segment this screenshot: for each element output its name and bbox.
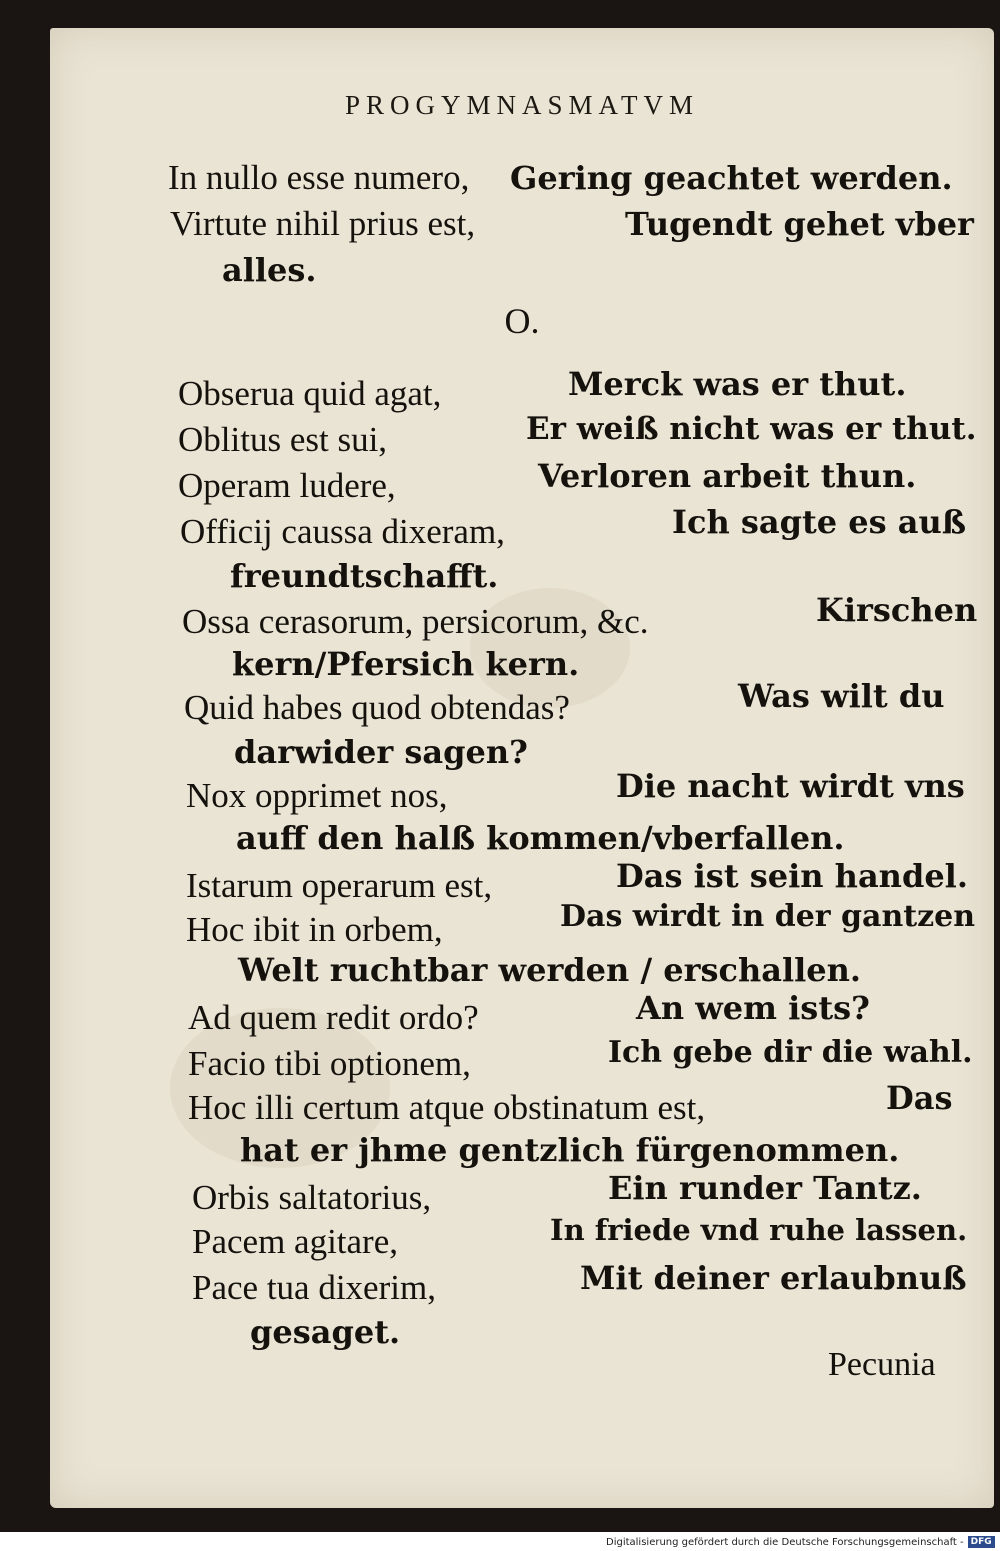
german-translation: An wem ists?	[636, 989, 870, 1027]
german-translation: Mit deiner erlaubnuß	[580, 1259, 967, 1297]
latin-phrase: Ossa cerasorum, persicorum, &c.	[182, 602, 649, 641]
german-translation: Das wirdt in der gantzen	[560, 899, 976, 934]
latin-phrase: In nullo esse numero,	[168, 158, 470, 197]
german-continuation: freundtschafft.	[230, 557, 499, 595]
latin-phrase: Oblitus est sui,	[178, 420, 388, 459]
latin-phrase: Hoc illi certum atque obstinatum est,	[188, 1088, 706, 1127]
latin-phrase: Orbis saltatorius,	[192, 1178, 432, 1217]
latin-phrase: Ad quem redit ordo?	[188, 998, 479, 1037]
german-continuation: alles.	[222, 251, 317, 289]
catchword: Pecunia	[828, 1346, 936, 1383]
german-translation: Das	[886, 1079, 953, 1117]
german-translation: Merck was er thut.	[568, 365, 907, 403]
german-translation: Ich sagte es auß	[672, 503, 967, 541]
german-continuation: gesaget.	[250, 1313, 401, 1351]
german-continuation: Welt ruchtbar werden / erschallen.	[238, 951, 862, 989]
german-translation: Das ist sein handel.	[616, 857, 968, 895]
section-letter: O.	[504, 301, 540, 341]
latin-phrase: Facio tibi optionem,	[188, 1044, 471, 1083]
latin-phrase: Virtute nihil prius est,	[170, 204, 476, 243]
german-continuation: auff den halß kommen/vberfallen.	[236, 819, 845, 857]
german-translation: Verloren arbeit thun.	[538, 457, 917, 495]
latin-phrase: Obserua quid agat,	[178, 374, 442, 413]
german-translation: Er weiß nicht was er thut.	[526, 411, 977, 447]
german-translation: Die nacht wirdt vns	[616, 767, 965, 805]
latin-phrase: Pace tua dixerim,	[192, 1268, 436, 1307]
german-translation: Ich gebe dir die wahl.	[608, 1035, 973, 1070]
latin-phrase: Nox opprimet nos,	[186, 776, 448, 815]
latin-phrase: Operam ludere,	[178, 466, 396, 505]
latin-phrase: Quid habes quod obtendas?	[184, 688, 570, 727]
running-head: PROGYMNASMATVM	[344, 90, 700, 120]
german-continuation: kern/Pfersich kern.	[232, 645, 580, 683]
latin-phrase: Hoc ibit in orbem,	[186, 910, 443, 949]
credit-text: Digitalisierung gefördert durch die Deutsche Forschungsgemeinschaft -	[606, 1536, 964, 1548]
german-translation: Kirschen	[816, 591, 978, 629]
german-translation: Gering geachtet werden.	[510, 159, 953, 197]
german-translation: Ein runder Tantz.	[608, 1169, 922, 1207]
latin-phrase: Istarum operarum est,	[186, 866, 493, 905]
german-continuation: hat er jhme gentzlich fürgenommen.	[240, 1131, 900, 1169]
latin-phrase: Pacem agitare,	[192, 1222, 399, 1261]
book-page	[50, 28, 994, 1508]
latin-phrase: Officij caussa dixeram,	[180, 512, 505, 551]
dfg-logo: DFG	[968, 1536, 995, 1548]
german-continuation: darwider sagen?	[234, 733, 528, 771]
german-translation: In friede vnd ruhe lassen.	[550, 1213, 968, 1247]
digitization-credit	[606, 1535, 995, 1549]
german-translation: Tugendt gehet vber	[625, 205, 974, 243]
german-translation: Was wilt du	[738, 677, 945, 715]
